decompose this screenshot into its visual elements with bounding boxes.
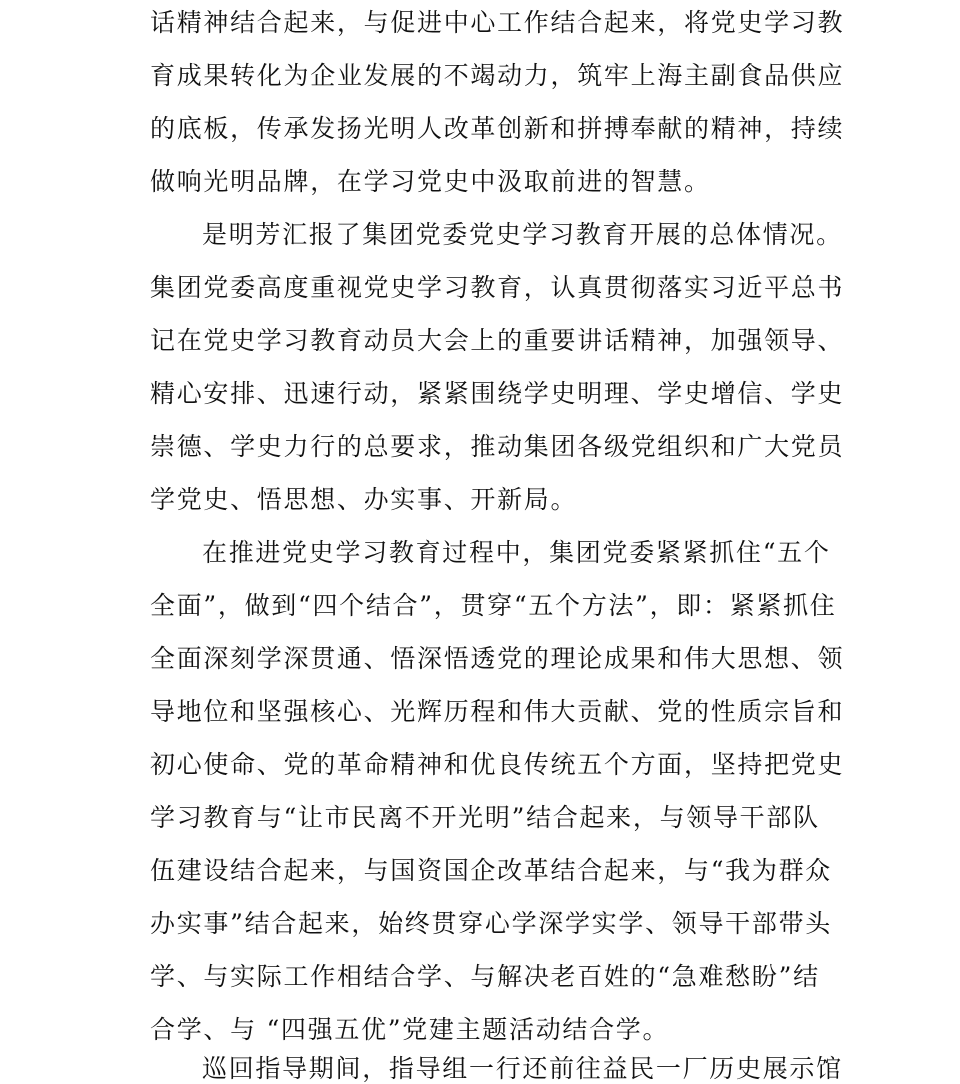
text-line: 初心使命、党的革命精神和优良传统五个方面，坚持把党史 [150, 750, 845, 779]
text-line: 崇德、学史力行的总要求，推动集团各级党组织和广大党员 [150, 432, 845, 461]
text-line: 记在党史学习教育动员大会上的重要讲话精神，加强领导、 [150, 326, 845, 355]
text-line: 全面”，做到“四个结合”，贯穿“五个方法”，即：紧紧抓住 [150, 591, 837, 620]
text-line: 育成果转化为企业发展的不竭动力，筑牢上海主副食品供应 [150, 61, 845, 90]
text-line: 精心安排、迅速行动，紧紧围绕学史明理、学史增信、学史 [150, 379, 845, 408]
text-line: 巡回指导期间，指导组一行还前往益民一厂历史展示馆 [202, 1054, 843, 1083]
text-line: 学、与实际工作相结合学、与解决老百姓的“急难愁盼”结 [150, 962, 820, 991]
text-line: 的底板，传承发扬光明人改革创新和拼搏奉献的精神，持续 [150, 114, 845, 143]
text-line: 办实事”结合起来，始终贯穿心学深学实学、领导干部带头 [150, 909, 832, 938]
text-line: 是明芳汇报了集团党委党史学习教育开展的总体情况。 [202, 220, 843, 249]
text-line: 话精神结合起来，与促进中心工作结合起来，将党史学习教 [150, 8, 845, 37]
text-line: 合学、与 “四强五优”党建主题活动结合学。 [150, 1015, 670, 1044]
text-line: 伍建设结合起来，与国资国企改革结合起来，与“我为群众 [150, 856, 832, 885]
text-line: 在推进党史学习教育过程中，集团党委紧紧抓住“五个 [202, 538, 831, 567]
text-line: 全面深刻学深贯通、悟深悟透党的理论成果和伟大思想、领 [150, 644, 845, 673]
text-line: 学党史、悟思想、办实事、开新局。 [150, 485, 578, 514]
text-line: 学习教育与“让市民离不开光明”结合起来，与领导干部队 [150, 803, 820, 832]
text-line: 集团党委高度重视党史学习教育，认真贯彻落实习近平总书 [150, 273, 845, 302]
text-line: 导地位和坚强核心、光辉历程和伟大贡献、党的性质宗旨和 [150, 697, 845, 726]
text-line: 做响光明品牌，在学习党史中汲取前进的智慧。 [150, 167, 711, 196]
